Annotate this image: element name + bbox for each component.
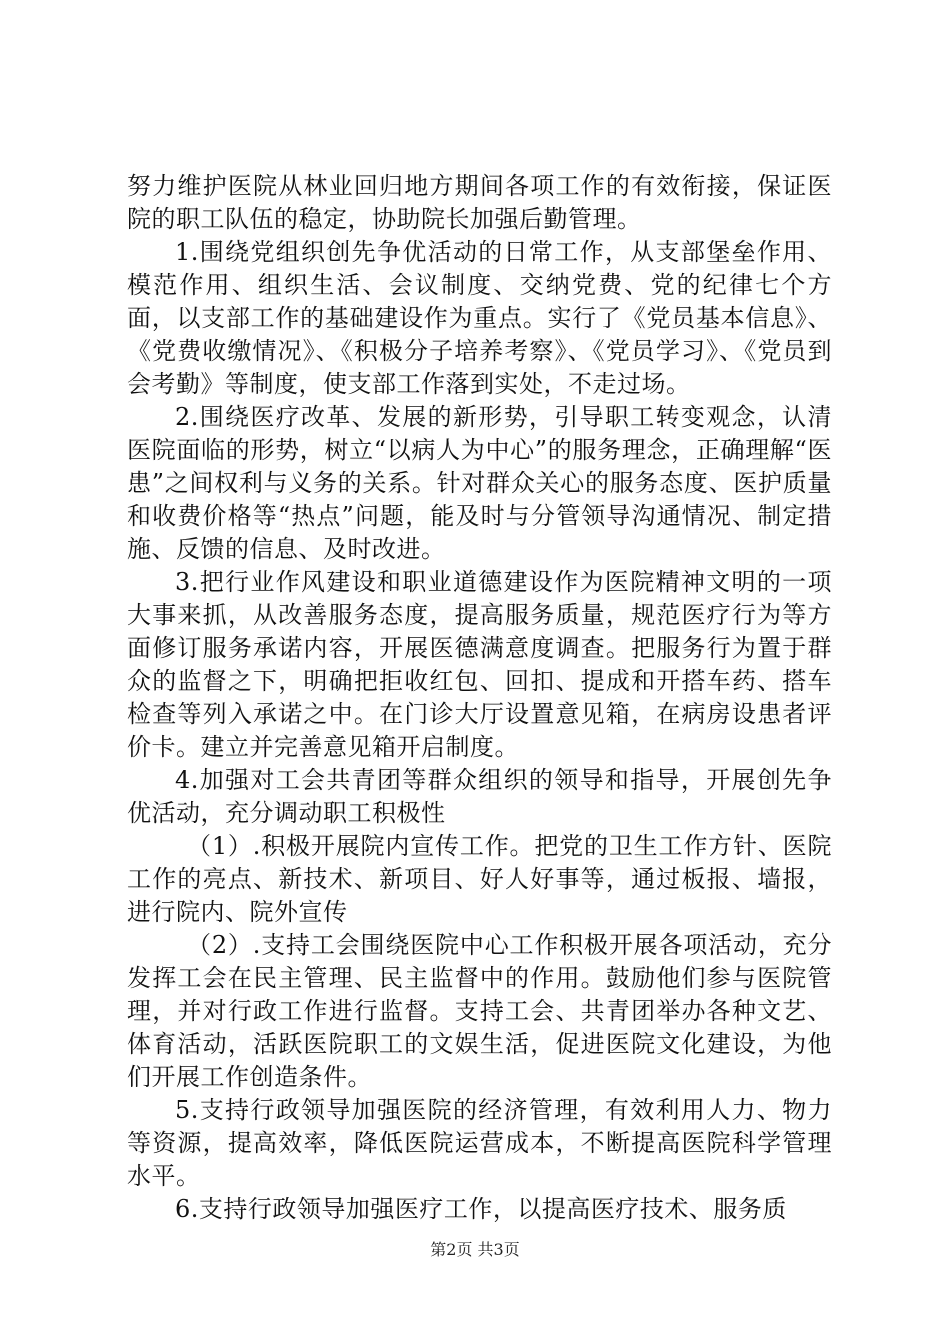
document-body <box>127 170 832 1226</box>
paragraph-item-5: 5.支持行政领导加强医院的经济管理，有效利用人力、物力等资源，提高效率，降低医院运营成本，不断提高医院科学管理水平。 <box>127 1096 832 1190</box>
paragraph-continuation: 努力维护医院从林业回归地方期间各项工作的有效衔接，保证医院的职工队伍的稳定，协助院长加强后勤管理。 <box>127 172 832 233</box>
page-number-label: 第2页 共3页 <box>430 1240 520 1259</box>
paragraph-subitem-2: （2）.支持工会围绕医院中心工作积极开展各项活动，充分发挥工会在民主管理、民主监督中的作用。鼓励他们参与医院管理，并对行政工作进行监督。支持工会、共青团举办各种文艺、体育活动，活跃医院职工的文娱生活，促进医院文化建设，为他们开展工作创造条件。 <box>127 931 832 1091</box>
page-footer <box>0 1240 950 1260</box>
paragraph-item-1: 1.围绕党组织创先争优活动的日常工作，从支部堡垒作用、模范作用、组织生活、会议制度、交纳党费、党的纪律七个方面，以支部工作的基础建设作为重点。实行了《党员基本信息》、《党费收缴情况》、《积极分子培养考察》、《党员学习》、《党员到会考勤》等制度，使支部工作落到实处，不走过场。 <box>127 238 832 398</box>
paragraph-item-3: 3.把行业作风建设和职业道德建设作为医院精神文明的一项大事来抓，从改善服务态度，提高服务质量，规范医疗行为等方面修订服务承诺内容，开展医德满意度调查。把服务行为置于群众的监督之下，明确把拒收红包、回扣、提成和开搭车药、搭车检查等列入承诺之中。在门诊大厅设置意见箱，在病房设患者评价卡。建立并完善意见箱开启制度。 <box>127 568 832 761</box>
paragraph-item-4: 4.加强对工会共青团等群众组织的领导和指导，开展创先争优活动，充分调动职工积极性 <box>127 766 832 827</box>
paragraph-item-2: 2.围绕医疗改革、发展的新形势，引导职工转变观念，认清医院面临的形势，树立“以病人为中心”的服务理念，正确理解“医患”之间权利与义务的关系。针对群众关心的服务态度、医护质量和收费价格等“热点”问题，能及时与分管领导沟通情况、制定措施、反馈的信息、及时改进。 <box>127 403 832 563</box>
paragraph-item-6: 6.支持行政领导加强医疗工作，以提高医疗技术、服务质 <box>175 1195 787 1223</box>
paragraph-subitem-1: （1）.积极开展院内宣传工作。把党的卫生工作方针、医院工作的亮点、新技术、新项目、好人好事等，通过板报、墙报，进行院内、院外宣传 <box>127 832 832 926</box>
